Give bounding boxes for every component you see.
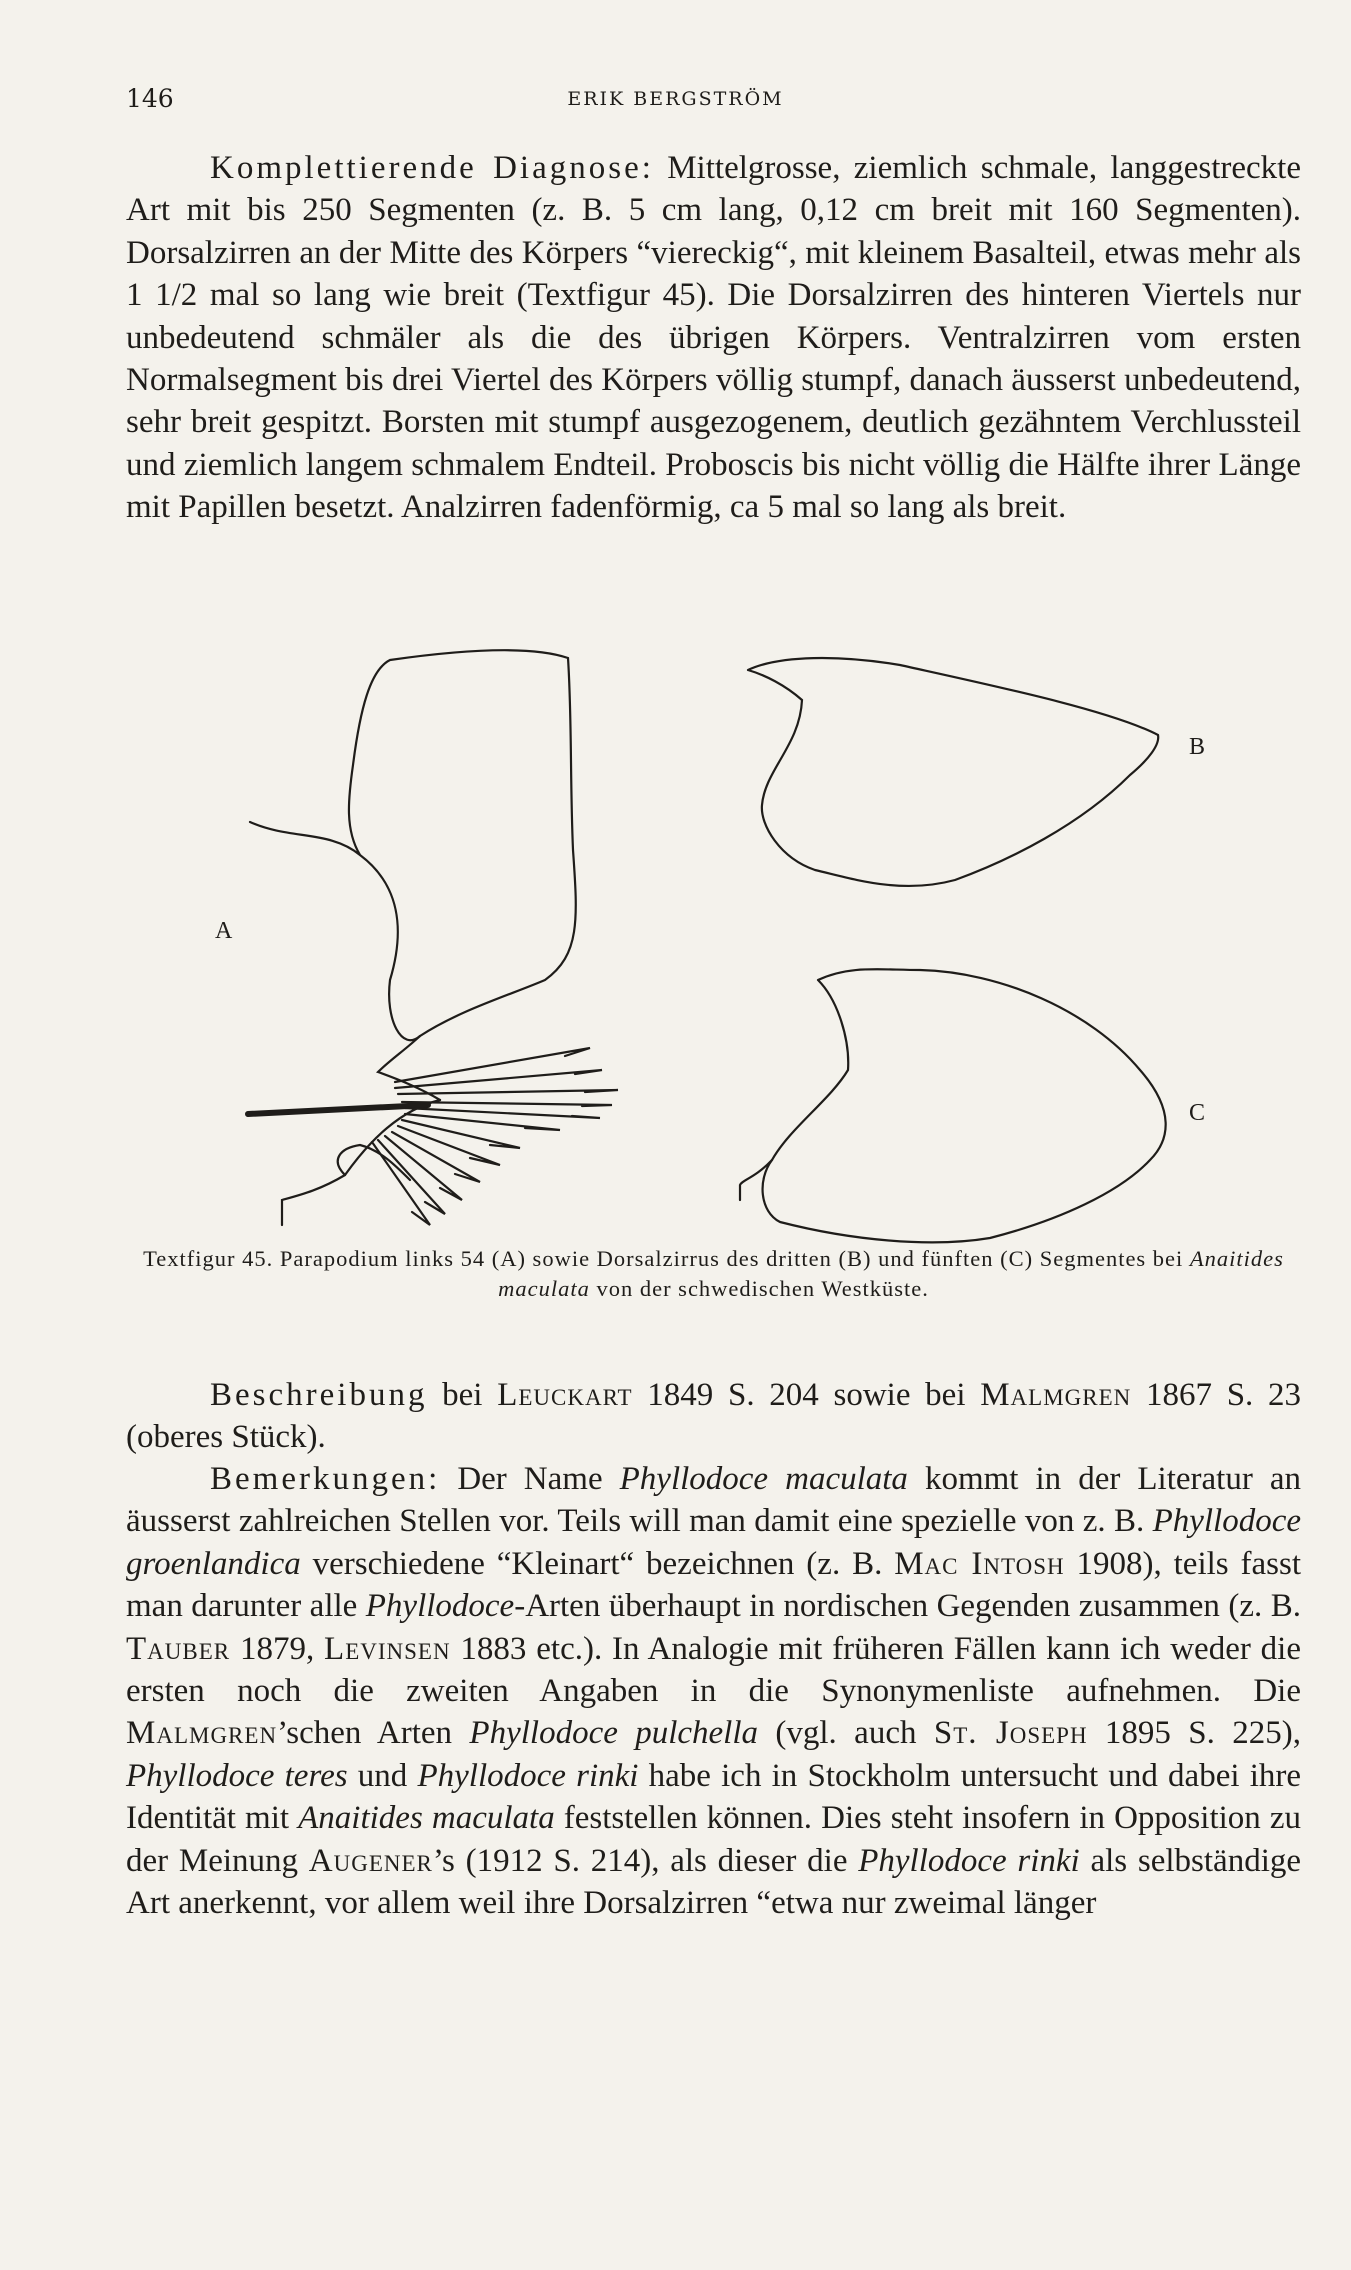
remarks-text: 1879, <box>230 1630 325 1667</box>
page-number: 146 <box>126 84 174 113</box>
remarks-text: 1895 S. 225), <box>1087 1715 1302 1752</box>
page-header <box>0 84 1351 124</box>
author-name: Malmgren <box>126 1715 278 1752</box>
description-text-3: 1867 S. 23 (oberes Stück). <box>126 1377 1301 1456</box>
author-name: St. Joseph <box>933 1715 1088 1752</box>
dorsal-cirrus-a <box>250 650 576 1040</box>
remarks-text: Der Name <box>440 1461 620 1497</box>
description-text-2: 1849 S. 204 sowie bei <box>632 1377 981 1413</box>
remarks-text: ’s (1912 S. 214), als dieser die <box>432 1842 859 1879</box>
chaetae <box>372 1048 618 1225</box>
description-heading: Beschreibung <box>210 1377 428 1413</box>
species-name: Anaitides maculata <box>298 1800 555 1837</box>
diagnosis-paragraph <box>126 147 1301 529</box>
remarks-text: verschiedene “Kleinart“ bezeichnen (z. B. <box>300 1545 895 1582</box>
author-leuckart: Leuckart <box>497 1377 633 1413</box>
diagnosis-text-2: mal so lang wie breit (Textfigur 45). Die Dorsalzirren des hinteren Viertels nur unbedeutend schmäler als die des übrigen Körpers. Ventralzirren vom ersten Normalsegment bis drei Viertel des Körpers völlig stumpf, danach äusserst unbedeutend, sehr breit gespitzt. Borsten mit stumpf ausgezogenem, deutlich gezähntem Verchlussteil und ziemlich langem schmalem Endteil. Proboscis bis nicht völlig die Hälfte ihrer Länge mit Papillen besetzt. Analzirren fadenförmig, ca 5 mal so lang als breit. <box>126 277 1302 526</box>
author-name: Mac Intosh <box>894 1545 1065 1582</box>
parapodium-drawing <box>0 600 1351 1260</box>
species-name: Phyllodoce groenlandica <box>126 1503 1301 1582</box>
species-name: Phyllodoce teres <box>126 1757 348 1794</box>
author-name: Levinsen <box>324 1630 451 1667</box>
remarks-text: 1908), teils fasst man darunter alle <box>126 1545 1301 1625</box>
figure-label-b: B <box>1189 734 1206 760</box>
diagnosis-text-1: Mittelgrosse, ziemlich schmale, langgestreckte Art mit bis 250 Segmenten (z. B. 5 cm lang, 0,12 cm breit mit 160 Segmenten). Dorsalzirren an der Mitte des Körpers “viereckig“, mit kleinem Basalteil, etwas mehr als 1 <box>126 150 1301 314</box>
fraction: 1/2 <box>155 277 198 314</box>
description-text-1: bei <box>427 1377 498 1413</box>
remarks-text: kommt in der Literatur an äusserst zahlreichen Stellen vor. Teils will man damit eine spezielle von z. B. <box>126 1461 1301 1540</box>
description-paragraph <box>126 1374 1301 1459</box>
author-name: Augener <box>308 1842 433 1879</box>
species-name: Phyllodoce rinki <box>417 1757 639 1794</box>
caption-species: Anaitides maculata <box>498 1246 1284 1301</box>
cirrus-c-base <box>740 1160 772 1200</box>
remarks-text: habe ich in Stockholm untersucht und dabei ihre Identität mit <box>126 1757 1302 1837</box>
remarks-text: (vgl. auch <box>758 1715 934 1752</box>
remarks-text: -Arten überhaupt in nordischen Gegenden zusammen (z. B. <box>514 1588 1301 1625</box>
figure-label-a: A <box>215 918 233 944</box>
caption-text-1: Textfigur 45. Parapodium links 54 (A) sowie Dorsalzirrus des dritten (B) und fünften (C) Segmentes bei <box>143 1246 1190 1271</box>
figure-label-c: C <box>1189 1100 1206 1126</box>
caption-text-2: von der schwedischen Westküste. <box>589 1276 929 1301</box>
remarks-text: ’schen Arten <box>277 1715 470 1752</box>
remarks-text: als selbständige Art anerkennt, vor allem weil ihre Dorsalzirren “etwa nur zweimal länger <box>126 1842 1302 1922</box>
acicula <box>248 1105 428 1114</box>
genus-name: Phyllodoce <box>365 1588 515 1625</box>
remarks-paragraph <box>126 1458 1301 1924</box>
parapodium-lobe <box>378 1036 440 1100</box>
figure-caption <box>126 1244 1301 1304</box>
dorsal-cirrus-c <box>763 969 1166 1242</box>
text-figure-45 <box>0 600 1351 1260</box>
remarks-text: feststellen können. Dies steht insofern in Opposition zu der Meinung <box>126 1800 1302 1879</box>
author-name: Tauber <box>126 1630 231 1667</box>
species-name: Phyllodoce pulchella <box>469 1715 759 1752</box>
remarks-text: 1883 etc.). In Analogie mit früheren Fällen kann ich weder die ersten noch die zweiten Angaben in die Synonymenliste aufnehmen. Die <box>126 1630 1301 1710</box>
author-malmgren: Malmgren <box>980 1377 1132 1413</box>
diagnosis-heading: Komplettierende Diagnose: <box>210 150 654 186</box>
running-head: ERIK BERGSTRÖM <box>567 88 784 110</box>
dorsal-cirrus-b <box>748 658 1158 886</box>
species-name: Phyllodoce rinki <box>858 1842 1080 1879</box>
species-name: Phyllodoce maculata <box>619 1461 908 1497</box>
remarks-heading: Bemerkungen: <box>210 1461 441 1497</box>
remarks-text: und <box>347 1757 418 1794</box>
